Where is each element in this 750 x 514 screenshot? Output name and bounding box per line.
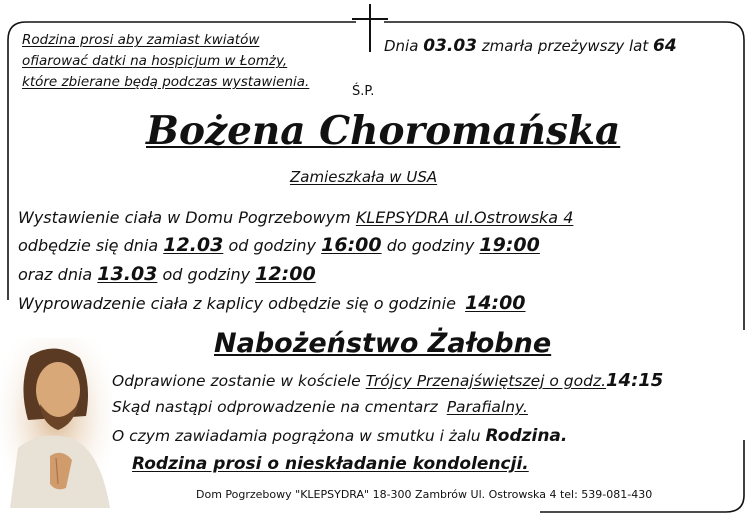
viewing-line-2 bbox=[18, 234, 540, 256]
viewing-text: Wystawienie ciała w Domu Pogrzebowym bbox=[18, 208, 351, 227]
service-line-3 bbox=[112, 426, 567, 446]
praying-portrait-image bbox=[0, 338, 112, 508]
viewing-place: KLEPSYDRA ul.Ostrowska 4 bbox=[355, 208, 574, 227]
cemetery-name: Parafialny. bbox=[446, 398, 528, 416]
service-time: 14:15 bbox=[606, 370, 664, 391]
viewing-date-2: 13.03 bbox=[97, 263, 158, 285]
notice-line-2: ofiarować datki na hospicjum w Łomży, bbox=[22, 53, 288, 69]
procession-text: Wyprowadzenie ciała z kaplicy odbędzie się o godzinie bbox=[18, 294, 456, 313]
viewing-from-2: 12:00 bbox=[255, 263, 316, 285]
viewing-line-4 bbox=[18, 292, 526, 314]
family-word: Rodzina. bbox=[485, 426, 568, 446]
church-text: Odprawione zostanie w kościele bbox=[112, 372, 361, 390]
condolence-note: Rodzina prosi o nieskładanie kondolencji. bbox=[132, 454, 529, 474]
death-date: 03.03 bbox=[423, 36, 477, 56]
service-line-1 bbox=[112, 370, 663, 391]
footer-contact: Dom Pogrzebowy "KLEPSYDRA" 18-300 Zambrów Ul. Ostrowska 4 tel: 539-081-430 bbox=[196, 488, 653, 501]
viewing-l3-text-b: od godziny bbox=[162, 265, 251, 284]
sp-label: Ś.P. bbox=[352, 84, 375, 99]
viewing-line-1 bbox=[18, 208, 573, 227]
notice-line-3: które zbierane będą podczas wystawienia. bbox=[22, 74, 310, 90]
procession-time: 14:00 bbox=[465, 292, 526, 314]
death-age: 64 bbox=[653, 36, 677, 56]
residence: Zamieszkała w USA bbox=[290, 168, 438, 186]
viewing-line-3 bbox=[18, 263, 316, 285]
viewing-l2-text-a: odbędzie się dnia bbox=[18, 236, 159, 255]
viewing-l2-text-c: do godziny bbox=[386, 236, 475, 255]
church-name: Trójcy Przenajświętszej o godz. bbox=[365, 372, 607, 390]
death-prefix: Dnia bbox=[384, 37, 419, 55]
notice-line-1: Rodzina prosi aby zamiast kwiatów bbox=[22, 32, 260, 48]
deceased-name: Bożena Choromańska bbox=[146, 108, 621, 154]
viewing-l3-text-a: oraz dnia bbox=[18, 265, 93, 284]
cemetery-text: Skąd nastąpi odprowadzenie na cmentarz bbox=[112, 398, 438, 416]
death-info bbox=[384, 36, 677, 56]
death-text: zmarła przeżywszy lat bbox=[481, 37, 649, 55]
service-heading: Nabożeństwo Żałobne bbox=[214, 328, 552, 359]
viewing-to-1: 19:00 bbox=[479, 234, 540, 256]
viewing-from-1: 16:00 bbox=[321, 234, 382, 256]
family-text: O czym zawiadamia pogrążona w smutku i żalu bbox=[112, 427, 481, 445]
cross-icon bbox=[352, 4, 388, 52]
viewing-l2-text-b: od godziny bbox=[228, 236, 317, 255]
viewing-date-1: 12.03 bbox=[163, 234, 224, 256]
service-line-2 bbox=[112, 398, 528, 416]
